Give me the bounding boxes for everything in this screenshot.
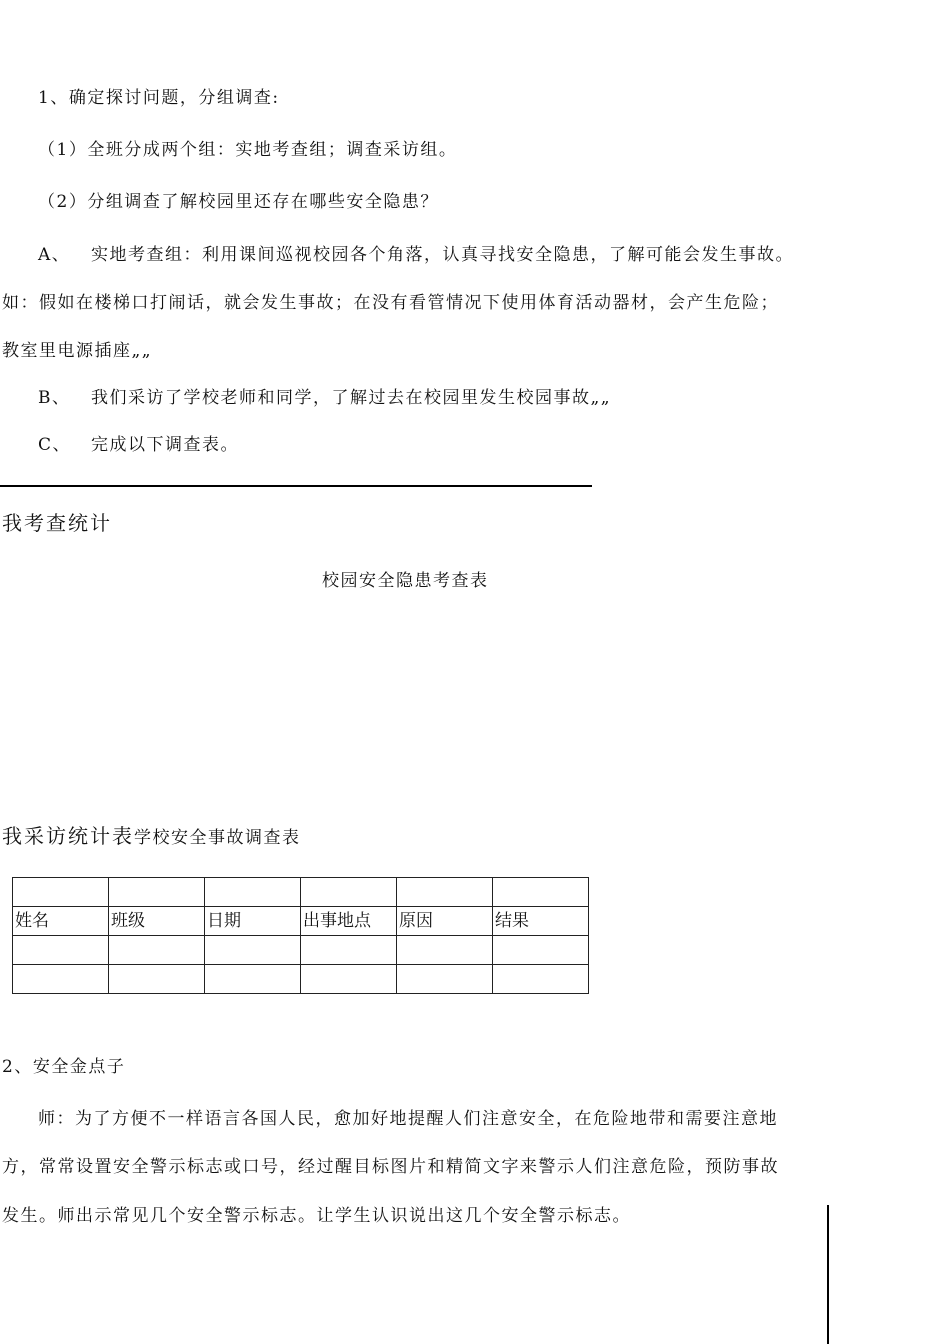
accident-survey-table xyxy=(12,877,589,994)
column-header-location: 出事地点 xyxy=(301,907,397,936)
paragraph-line-1: 师：为了方便不一样语言各国人民，愈加好地提醒人们注意安全，在危险地带和需要注意地 xyxy=(38,1109,778,1129)
horizontal-divider xyxy=(0,485,592,487)
table-row xyxy=(13,936,589,965)
table-cell xyxy=(301,965,397,994)
table-cell xyxy=(13,878,109,907)
table-cell xyxy=(397,965,493,994)
vertical-margin-line xyxy=(827,1205,829,1344)
item-a-label: A、 xyxy=(38,245,71,265)
table-cell xyxy=(301,936,397,965)
table-cell xyxy=(397,878,493,907)
inspection-table-title: 校园安全隐患考查表 xyxy=(322,571,489,591)
group-division-item: （1）全班分成两个组：实地考查组；调查采访组。 xyxy=(38,140,458,160)
table-cell xyxy=(301,878,397,907)
table-cell xyxy=(109,965,205,994)
table-row xyxy=(13,965,589,994)
step-1-heading: 1、确定探讨问题，分组调查: xyxy=(38,88,280,108)
table-cell xyxy=(109,936,205,965)
column-header-name: 姓名 xyxy=(13,907,109,936)
paragraph-line-3: 发生。师出示常见几个安全警示标志。让学生认识说出这几个安全警示标志。 xyxy=(2,1206,631,1226)
interview-heading-main: 我采访统计表 xyxy=(2,824,134,848)
interview-heading xyxy=(2,825,301,849)
table-cell xyxy=(13,965,109,994)
table-cell xyxy=(397,936,493,965)
table-cell xyxy=(13,936,109,965)
table-cell xyxy=(109,878,205,907)
column-header-result: 结果 xyxy=(493,907,589,936)
interview-heading-sub: 学校安全事故调查表 xyxy=(134,828,301,848)
table-cell xyxy=(205,965,301,994)
table-cell xyxy=(493,936,589,965)
item-a-continuation-2: 教室里电源插座„„ xyxy=(2,341,153,361)
item-a-text: 实地考查组：利用课间巡视校园各个角落，认真寻找安全隐患，了解可能会发生事故。 xyxy=(91,245,794,265)
paragraph-line-2: 方，常常设置安全警示标志或口号，经过醒目标图片和精简文字来警示人们注意危险，预防事故 xyxy=(2,1157,779,1177)
column-header-class: 班级 xyxy=(109,907,205,936)
table-cell xyxy=(205,936,301,965)
table-cell xyxy=(493,965,589,994)
item-c-text: 完成以下调查表。 xyxy=(91,435,239,455)
group-survey-item: （2）分组调查了解校园里还存在哪些安全隐患？ xyxy=(38,192,439,212)
item-c-label: C、 xyxy=(38,435,72,455)
column-header-cause: 原因 xyxy=(397,907,493,936)
table-cell xyxy=(205,878,301,907)
section-2-title: 2、安全金点子 xyxy=(2,1057,126,1077)
item-a-continuation-1: 如：假如在楼梯口打闹话，就会发生事故；在没有看管情况下使用体育活动器材，会产生危险； xyxy=(2,293,779,313)
table-row-blank-top xyxy=(13,878,589,907)
item-b-label: B、 xyxy=(38,388,71,408)
item-b-text: 我们采访了学校老师和同学，了解过去在校园里发生校园事故„„ xyxy=(91,388,612,408)
table-header-row xyxy=(13,907,589,936)
table-cell xyxy=(493,878,589,907)
inspection-heading: 我考查统计 xyxy=(2,511,112,535)
column-header-date: 日期 xyxy=(205,907,301,936)
